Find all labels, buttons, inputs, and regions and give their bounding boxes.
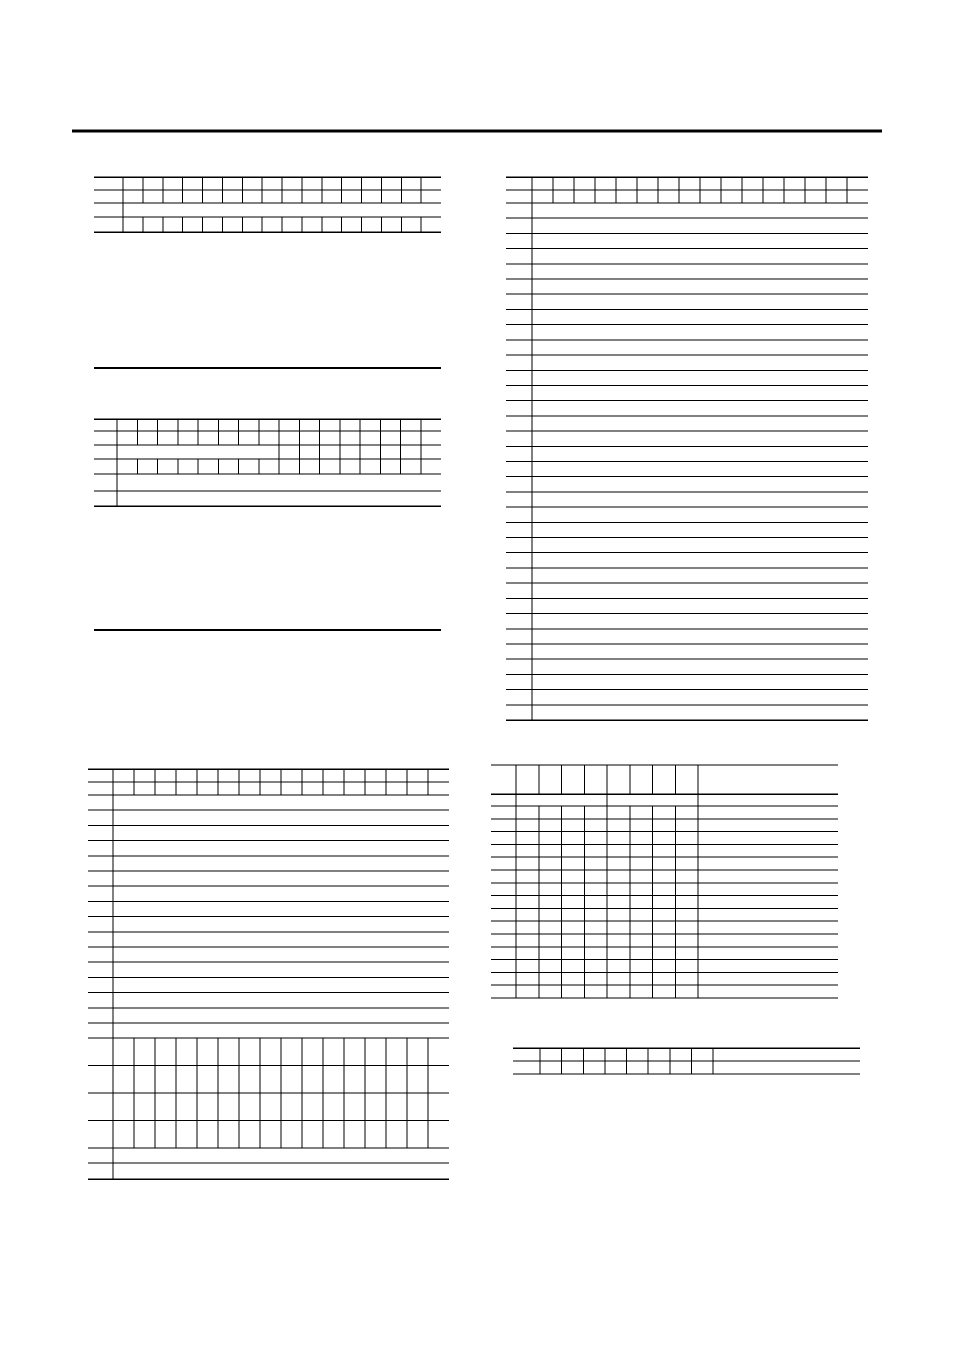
register-table-d bbox=[88, 769, 449, 1179]
register-table-e bbox=[491, 765, 838, 998]
register-table-a bbox=[94, 177, 441, 232]
register-table-c bbox=[506, 177, 868, 720]
register-table-f bbox=[513, 1048, 860, 1074]
register-table-b bbox=[94, 419, 441, 506]
